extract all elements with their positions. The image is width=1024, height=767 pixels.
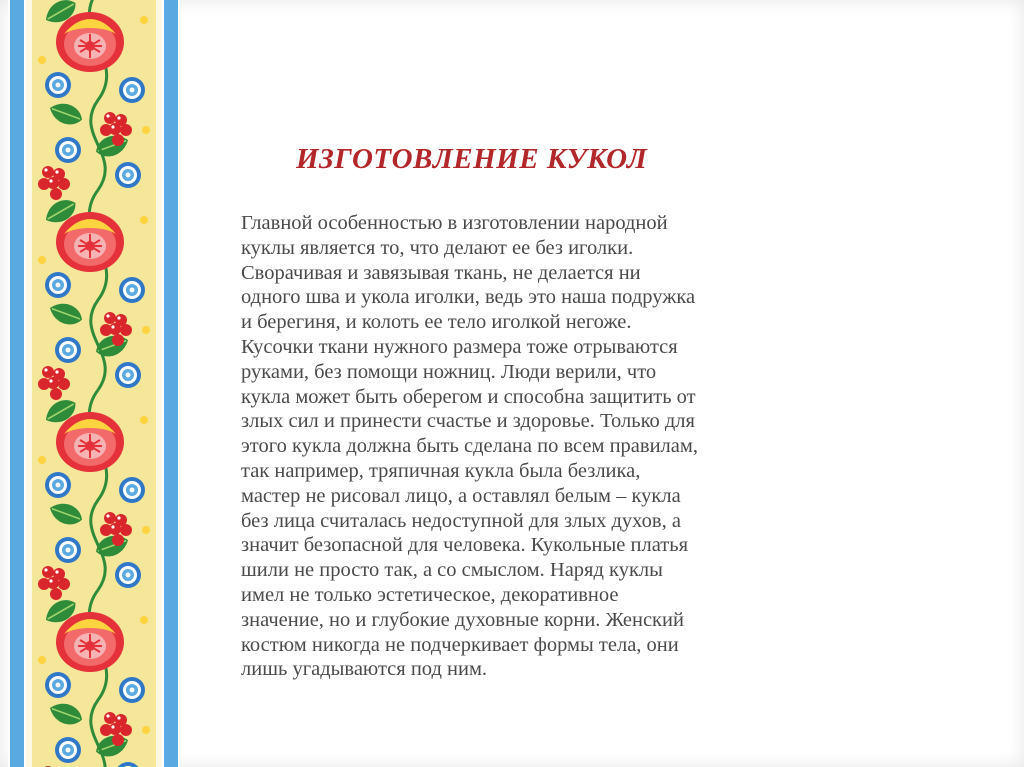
body-line: лишь угадываются под ним. (241, 658, 488, 681)
body-line: имел не только эстетическое, декоративное (241, 583, 619, 606)
body-line: одного шва и укола иголки, ведь это наша подружка (241, 286, 696, 309)
body-line: без лица считалась недоступной для злых духов, а (241, 509, 681, 532)
body-line: Сворачивая и завязывая ткань, не делается ни (241, 261, 641, 284)
body-line: костюм никогда не подчеркивает формы тела, они (241, 633, 679, 656)
body-line: шили не просто так, а со смыслом. Наряд куклы (241, 559, 663, 582)
body-line: так например, тряпичная кукла была безлика, (241, 459, 641, 482)
body-line: кукла может быть оберегом и способна защитить от (241, 385, 696, 408)
page-title: ИЗГОТОВЛЕНИЕ КУКОЛ (296, 143, 648, 175)
folk-floral-border-icon (8, 0, 180, 767)
body-line: значит безопасной для человека. Кукольные платья (241, 534, 689, 557)
body-line: этого кукла должна быть сделана по всем правилам, (241, 435, 698, 458)
body-line: мастер не рисовал лицо, а оставлял белым – кукла (241, 484, 681, 507)
body-line: руками, без помощи ножниц. Люди верили, что (241, 360, 657, 383)
body-line: значение, но и глубокие духовные корни. Женский (241, 608, 684, 631)
body-text (241, 211, 786, 682)
body-line: и берегиня, и колоть ее тело иголкой негоже. (241, 311, 632, 334)
body-line: Главной особенностью в изготовлении народной (241, 212, 668, 234)
body-line: злых сил и принести счастье и здоровье. Только для (241, 410, 695, 433)
body-line: куклы является то, что делают ее без иголки. (241, 236, 634, 259)
body-line: Кусочки ткани нужного размера тоже отрываются (241, 335, 678, 358)
